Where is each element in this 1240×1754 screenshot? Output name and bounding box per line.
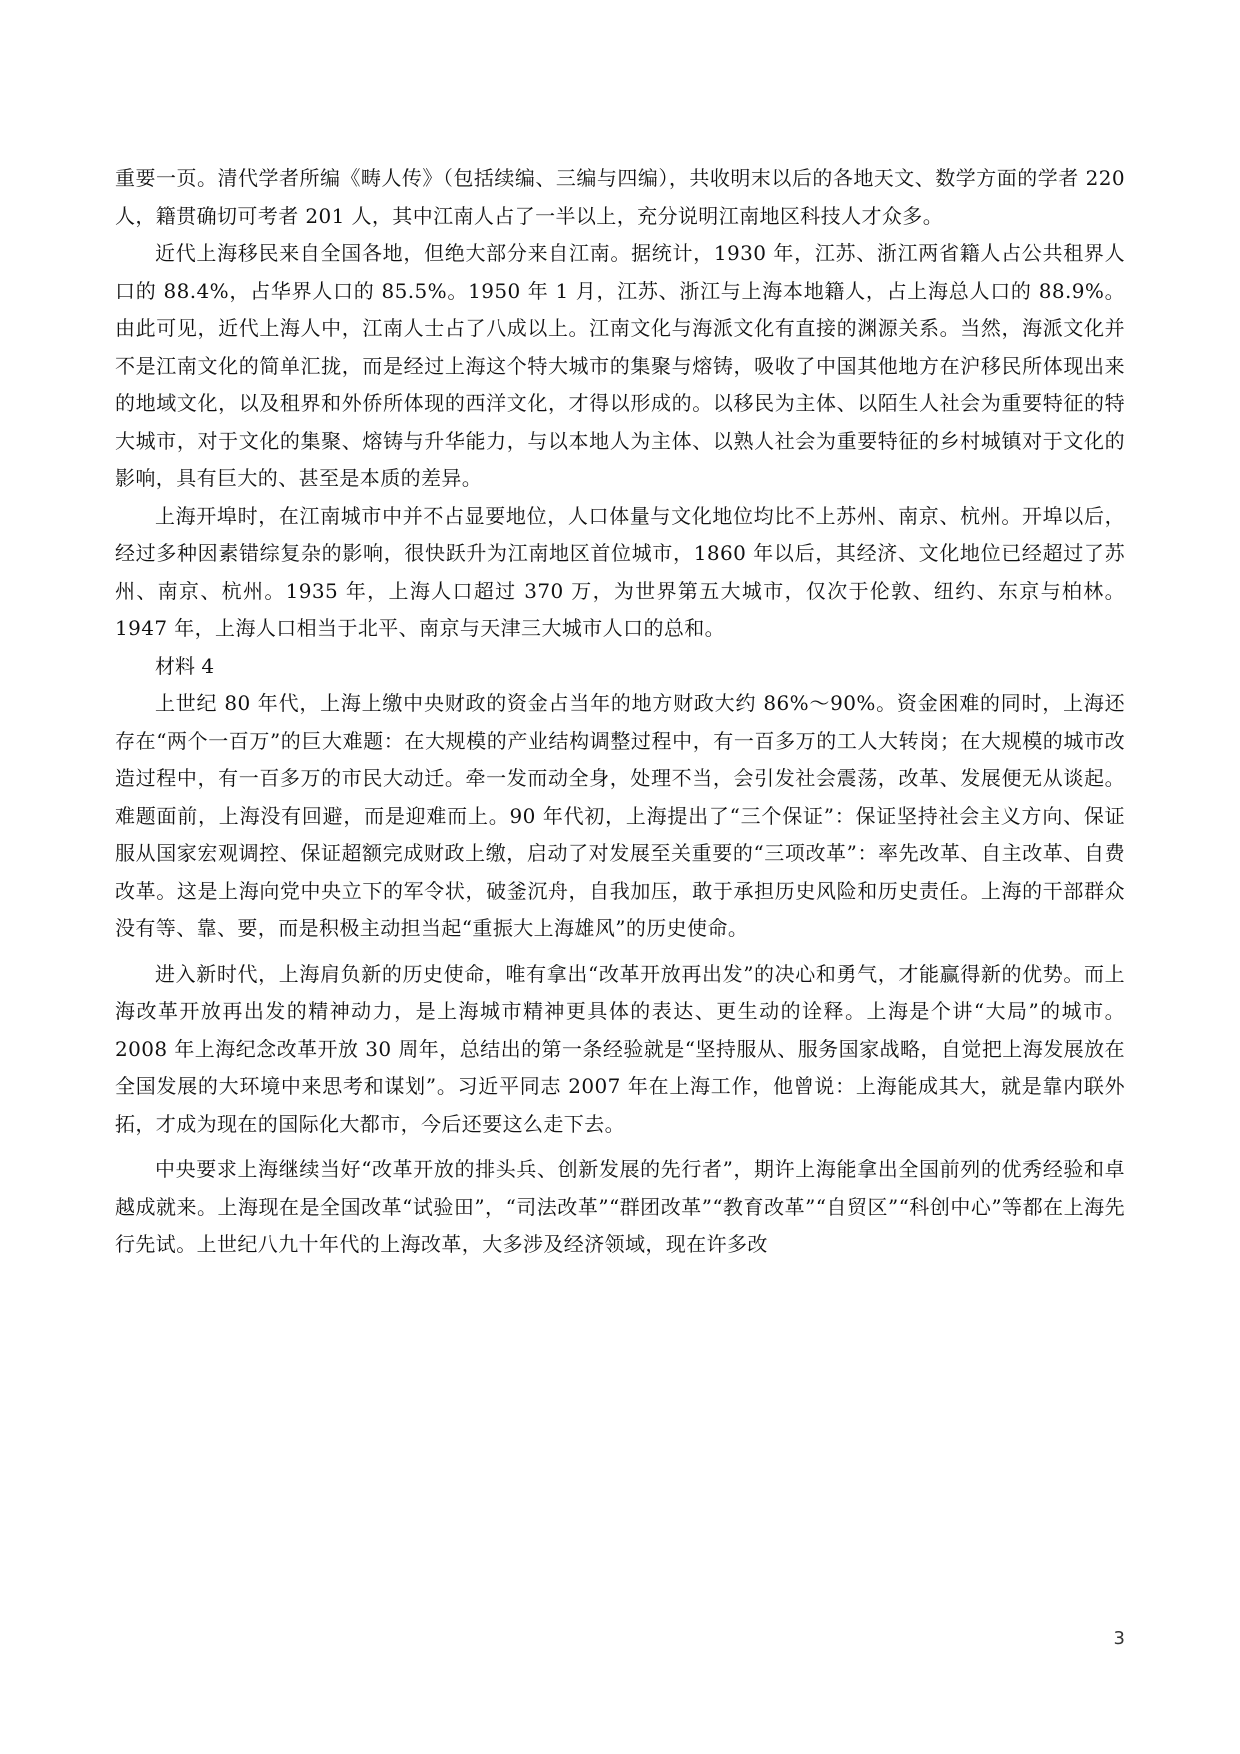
paragraph-5: 进入新时代，上海肩负新的历史使命，唯有拿出“改革开放再出发”的决心和勇气，才能赢得新的优势。而上海改革开放再出发的精神动力，是上海城市精神更具体的表达、更生动的诠释。上海是个讲“大局”的城市。2008 年上海纪念改革开放 30 周年，总结出的第一条经验就是“坚持服从、服务国家战略，自觉把上海发展放在全国发展的大环境中来思考和谋划”。习近平同志 2007 年在上海工作，他曾说：上海能成其大，就是靠内联外拓，才成为现在的国际化大都市，今后还要这么走下去。	[115, 961, 1125, 1136]
paragraph-4: 上世纪 80 年代，上海上缴中央财政的资金占当年的地方财政大约 86%～90%。资金困难的同时，上海还存在“两个一百万”的巨大难题：在大规模的产业结构调整过程中，有一百多万的工人大转岗；在大规模的城市改造过程中，有一百多万的市民大动迁。牵一发而动全身，处理不当，会引发社会震荡，改革、发展便无从谈起。难题面前，上海没有回避，而是迎难而上。90 年代初，上海提出了“三个保证”：保证坚持社会主义方向、保证服从国家宏观调控、保证超额完成财政上缴，启动了对发展至关重要的“三项改革”：率先改革、自主改革、自费改革。这是上海向党中央立下的军令状，破釜沉舟，自我加压，敢于承担历史风险和历史责任。上海的干部群众没有等、靠、要，而是积极主动担当起“重振大上海雄风”的历史使命。	[115, 691, 1125, 940]
paragraph-3: 上海开埠时，在江南城市中并不占显要地位，人口体量与文化地位均比不上苏州、南京、杭州。开埠以后，经过多种因素错综复杂的影响，很快跃升为江南地区首位城市，1860 年以后，其经济、文化地位已经超过了苏州、南京、杭州。1935 年，上海人口超过 370 万，为世界第五大城市，仅次于伦敦、纽约、东京与柏林。1947 年，上海人口相当于北平、南京与天津三大城市人口的总和。	[115, 503, 1125, 640]
paragraph-1: 重要一页。清代学者所编《畴人传》（包括续编、三编与四编），共收明末以后的各地天文、数学方面的学者 220 人，籍贯确切可考者 201 人，其中江南人占了一半以上，充分说明江南地区科技人才众多。	[115, 166, 1125, 228]
material-heading: 材料 4	[155, 653, 215, 678]
paragraph-6: 中央要求上海继续当好“改革开放的排头兵、创新发展的先行者”，期许上海能拿出全国前列的优秀经验和卓越成就来。上海现在是全国改革“试验田”，“司法改革”“群团改革”“教育改革”“自贸区”“科创中心”等都在上海先行先试。上世纪八九十年代的上海改革，大多涉及经济领域，现在许多改	[115, 1157, 1125, 1256]
paragraph-2: 近代上海移民来自全国各地，但绝大部分来自江南。据统计，1930 年，江苏、浙江两省籍人占公共租界人口的 88.4%，占华界人口的 85.5%。1950 年 1 月，江苏、浙江与上海本地籍人，占上海总人口的 88.9%。由此可见，近代上海人中，江南人士占了八成以上。江南文化与海派文化有直接的渊源关系。当然，海派文化并不是江南文化的简单汇拢，而是经过上海这个特大城市的集聚与熔铸，吸收了中国其他地方在沪移民所体现出来的地域文化，以及租界和外侨所体现的西洋文化，才得以形成的。以移民为主体、以陌生人社会为重要特征的特大城市，对于文化的集聚、熔铸与升华能力，与以本地人为主体、以熟人社会为重要特征的乡村城镇对于文化的影响，具有巨大的、甚至是本质的差异。	[115, 241, 1125, 490]
page-number: 3	[1113, 1628, 1125, 1649]
document-body	[115, 160, 1125, 1264]
